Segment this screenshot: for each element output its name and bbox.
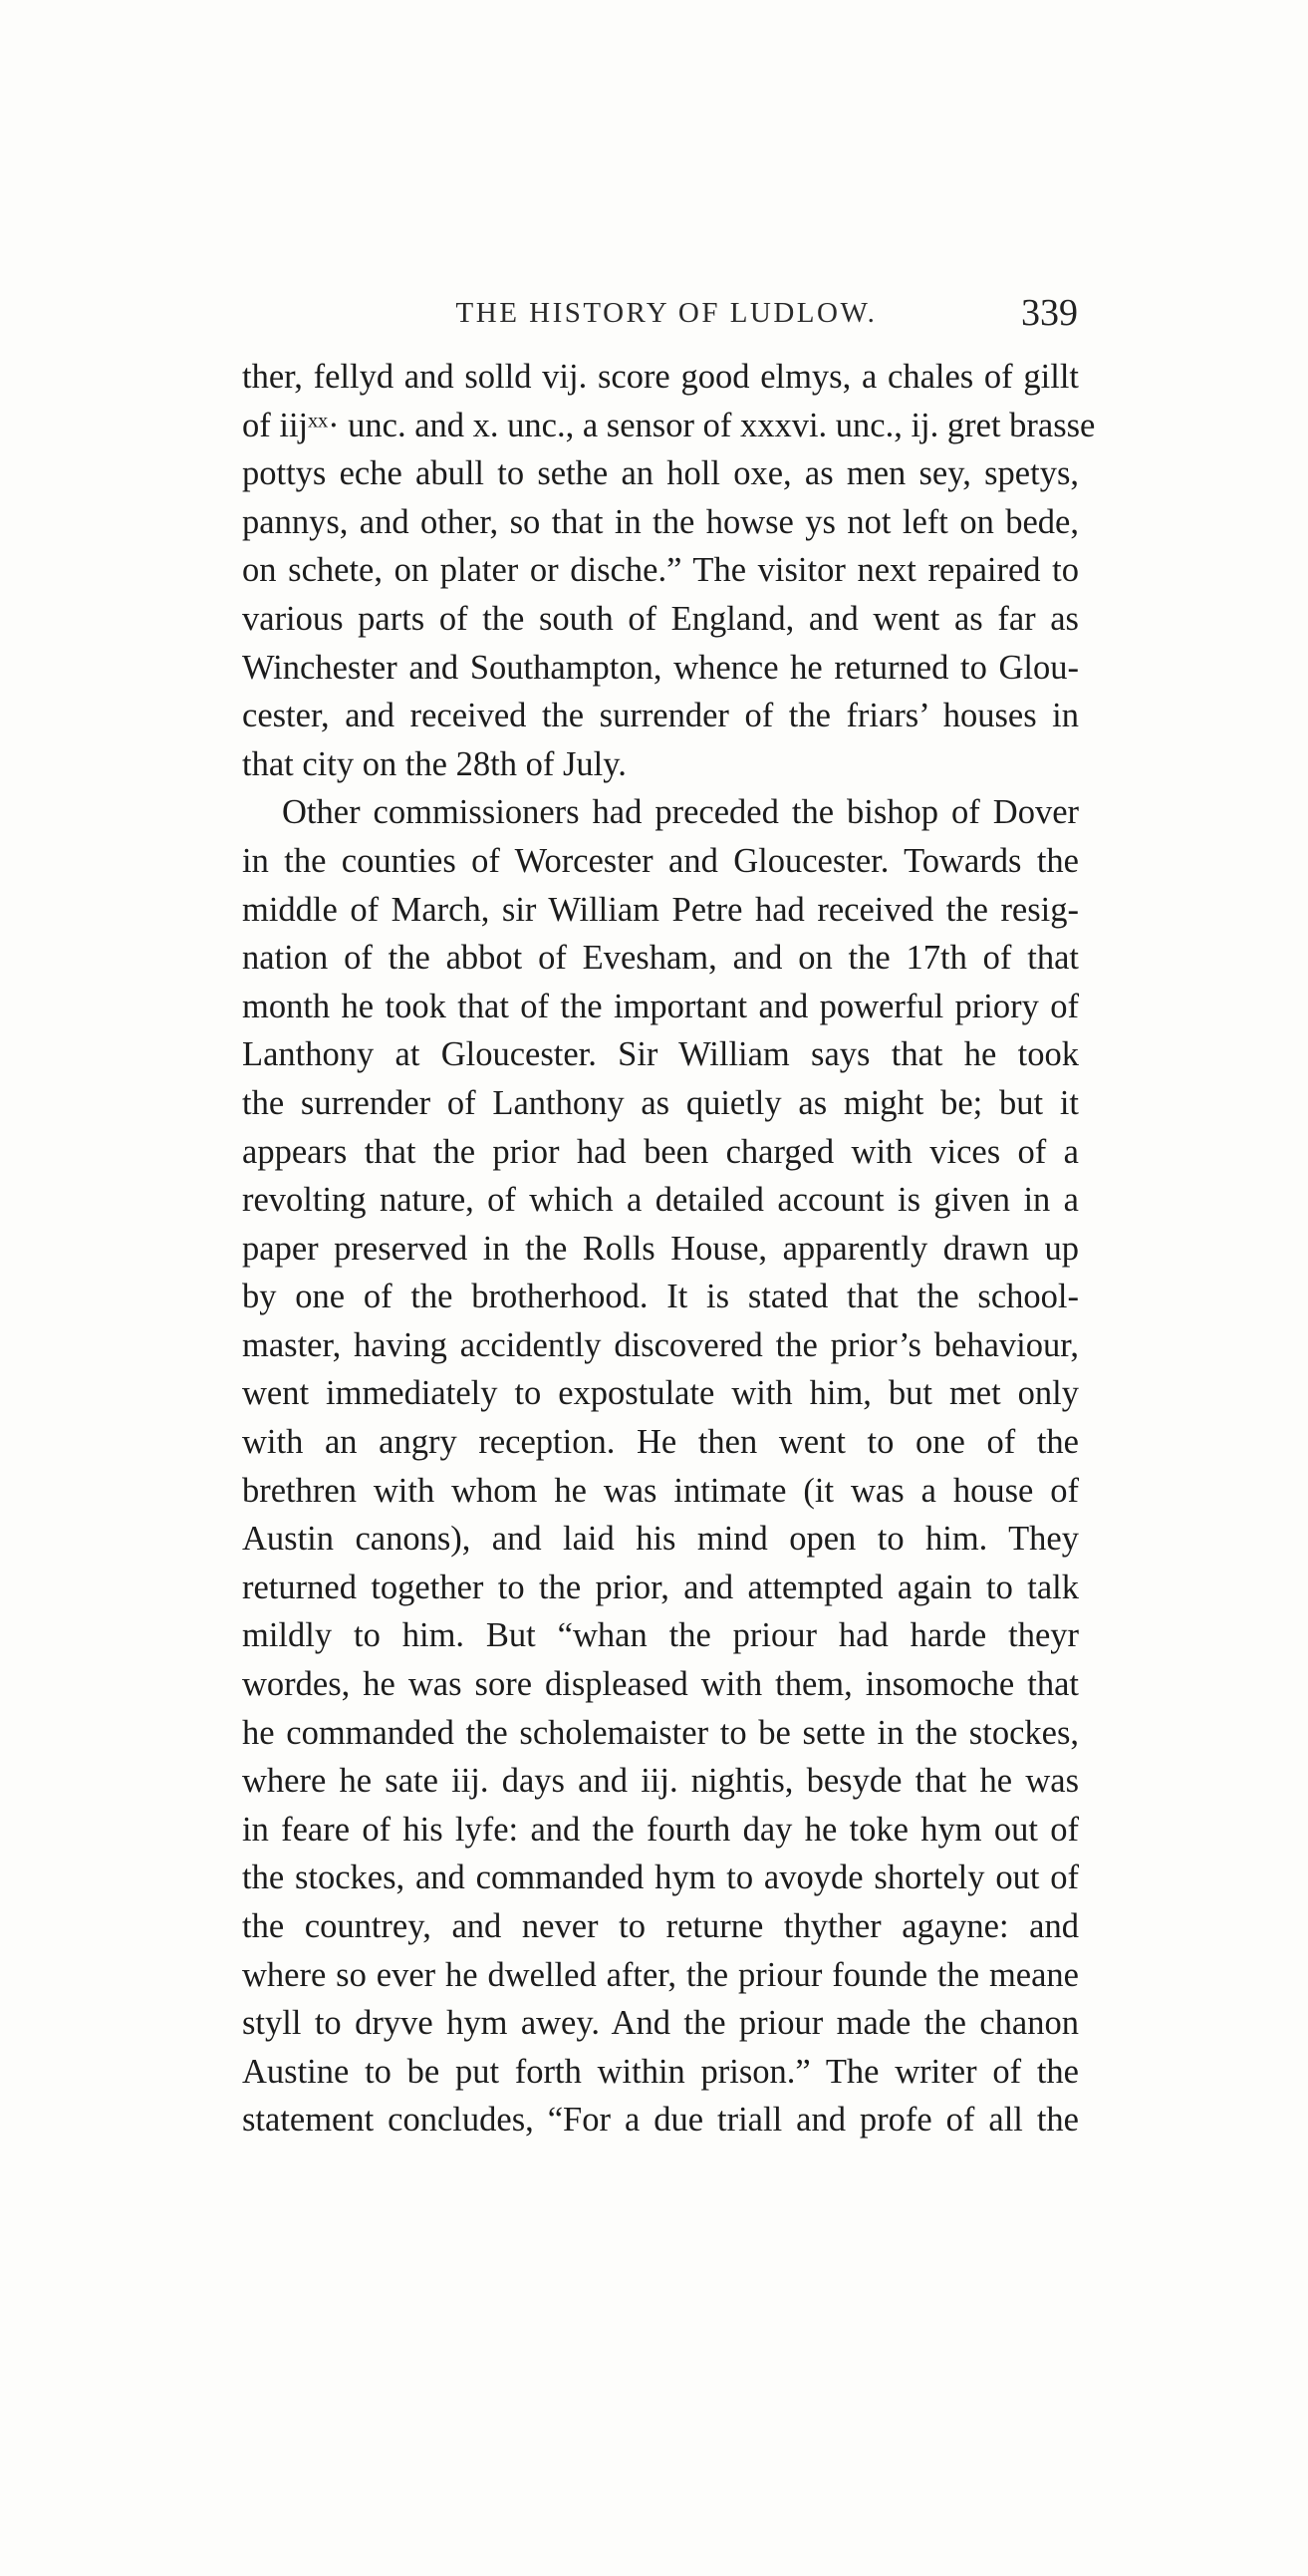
text-line: Lanthony at Gloucester. Sir William says that he took: [242, 1035, 1079, 1074]
text-line: where so ever he dwelled after, the priour founde the meane: [242, 1955, 1079, 1994]
text-line: by one of the brotherhood. It is stated that the school-: [242, 1278, 1079, 1316]
text-line: returned together to the prior, and attempted again to talk: [242, 1568, 1079, 1606]
text-line: that city on the 28th of July.: [242, 744, 627, 783]
text-line: of iijˣˣ· unc. and x. unc., a sensor of xxxvi. unc., ij. gret brasse: [242, 406, 1096, 444]
text-line: with an angry reception. He then went to one of the: [242, 1423, 1079, 1462]
text-line: pottys eche abull to sethe an holl oxe, as men sey, spetys,: [242, 454, 1079, 493]
running-head: [251, 291, 1078, 335]
text-line: master, having accidently discovered the prior’s behaviour,: [242, 1325, 1079, 1364]
text-line: nation of the abbot of Evesham, and on the 17th of that: [242, 939, 1079, 978]
text-line: ther, fellyd and solld vij. score good elmys, a chales of gillt: [242, 358, 1079, 396]
text-line: in feare of his lyfe: and the fourth day he toke hym out of: [242, 1810, 1079, 1849]
text-line: Austin canons), and laid his mind open to him. They: [242, 1520, 1079, 1559]
text-line: the surrender of Lanthony as quietly as might be; but it: [242, 1083, 1079, 1122]
text-line: Winchester and Southampton, whence he returned to Glou-: [242, 648, 1079, 687]
text-line: where he sate iij. days and iij. nightis, besyde that he was: [242, 1762, 1079, 1801]
body-text: [242, 353, 1096, 2145]
text-line: cester, and received the surrender of the friars’ houses in: [242, 697, 1079, 735]
text-line: month he took that of the important and powerful priory of: [242, 987, 1079, 1025]
text-line: appears that the prior had been charged with vices of a: [242, 1132, 1079, 1171]
text-line: wordes, he was sore displeased with them, insomoche that: [242, 1665, 1079, 1704]
text-line: pannys, and other, so that in the howse ys not left on bede,: [242, 502, 1079, 541]
page-number: 339: [1021, 292, 1078, 334]
text-line: styll to dryve hym awey. And the priour made the chanon: [242, 2004, 1079, 2043]
text-line: revolting nature, of which a detailed account is given in a: [242, 1181, 1079, 1220]
text-line: statement concludes, “For a due triall and profe of all the: [242, 2101, 1079, 2140]
text-line: the stockes, and commanded hym to avoyde shortely out of: [242, 1859, 1079, 1897]
text-line: paper preserved in the Rolls House, apparently drawn up: [242, 1229, 1079, 1268]
text-line: mildly to him. But “whan the priour had harde theyr: [242, 1616, 1079, 1655]
text-line: Other commissioners had preceded the bishop of Dover: [282, 793, 1079, 832]
text-line: Austine to be put forth within prison.” The writer of the: [242, 2052, 1079, 2091]
text-line: in the counties of Worcester and Gloucester. Towards the: [242, 841, 1079, 880]
running-title: THE HISTORY OF LUDLOW.: [455, 297, 878, 329]
text-line: went immediately to expostulate with him, but met only: [242, 1374, 1079, 1413]
text-line: various parts of the south of England, and went as far as: [242, 599, 1079, 638]
text-line: middle of March, sir William Petre had received the resig-: [242, 890, 1079, 929]
text-line: he commanded the scholemaister to be sette in the stockes,: [242, 1713, 1079, 1752]
text-line: brethren with whom he was intimate (it was a house of: [242, 1471, 1079, 1510]
text-line: the countrey, and never to returne thyther agayne: and: [242, 1907, 1079, 1945]
text-line: on schete, on plater or dische.” The visitor next repaired to: [242, 551, 1079, 590]
